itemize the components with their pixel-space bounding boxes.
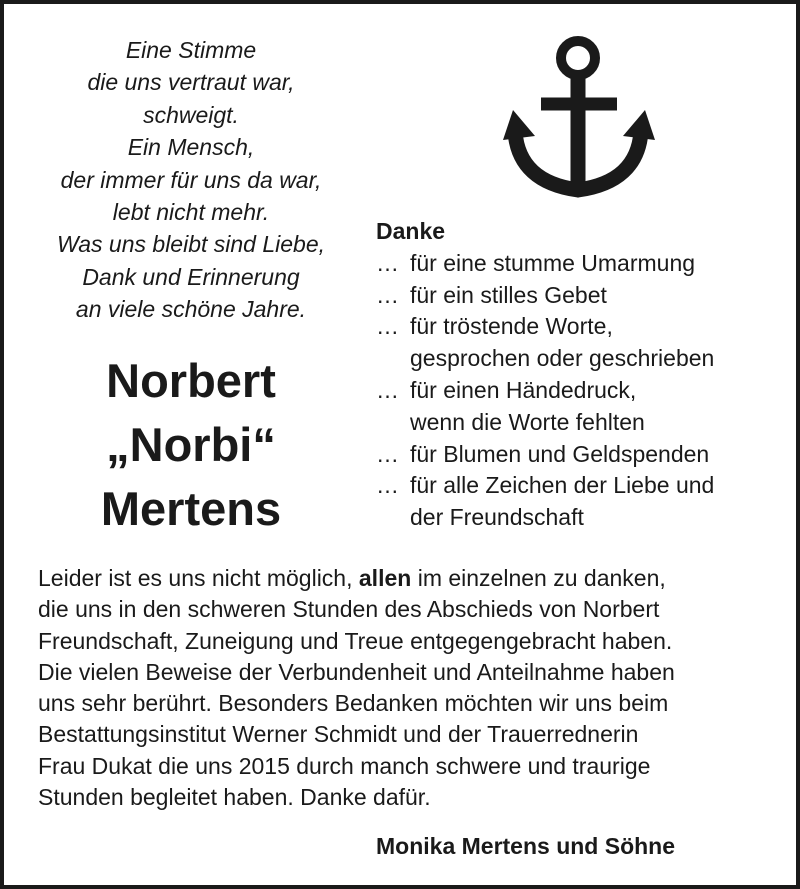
ellipsis: …	[376, 281, 399, 308]
thanks-line-text: für tröstende Worte,	[410, 313, 613, 340]
poem	[26, 34, 356, 326]
poem-line: Ein Mensch,	[127, 134, 255, 161]
message-text: im einzelnen zu danken,	[411, 565, 666, 591]
signature: Monika Mertens und Söhne	[376, 833, 676, 859]
ellipsis: …	[376, 376, 399, 403]
deceased-name	[26, 349, 356, 541]
thanks-line-text: für eine stumme Umarmung	[410, 249, 696, 276]
thanks-line-text: der Freundschaft	[410, 504, 584, 531]
poem-line: lebt nicht mehr.	[112, 199, 270, 226]
ellipsis: …	[376, 313, 399, 340]
ellipsis: …	[376, 440, 399, 467]
poem-line: die uns vertraut war,	[87, 69, 295, 96]
thanks-line	[376, 439, 786, 471]
message-line	[38, 563, 778, 594]
last-name: Mertens	[100, 482, 282, 535]
thanks-line	[376, 375, 786, 407]
thanks-line	[376, 248, 786, 280]
message-line: Die vielen Beweise der Verbundenheit und Anteilnahme haben	[38, 658, 675, 685]
ellipsis: …	[376, 249, 399, 276]
poem-line: Eine Stimme	[125, 37, 257, 63]
message-line: uns sehr berührt. Besonders Bedanken möchten wir uns beim	[38, 690, 669, 717]
thanks-line	[376, 470, 786, 502]
thanks-section	[376, 216, 786, 534]
thanks-line-text: für einen Händedruck,	[410, 376, 637, 403]
message-line: Freundschaft, Zuneigung und Treue entgegengebracht haben.	[38, 627, 673, 654]
thanks-line-text: gesprochen oder geschrieben	[410, 345, 715, 372]
message-text: Leider ist es uns nicht möglich,	[38, 565, 359, 591]
thank-you-message	[38, 563, 778, 813]
thanks-line	[376, 343, 786, 375]
poem-line: an viele schöne Jahre.	[75, 296, 307, 323]
poem-line: Was uns bleibt sind Liebe,	[56, 231, 326, 258]
poem-line: der immer für uns da war,	[60, 166, 322, 193]
poem-line: Dank und Erinnerung	[82, 263, 300, 290]
thanks-line	[376, 502, 786, 534]
thanks-line-text: für alle Zeichen der Liebe und	[410, 472, 715, 499]
nickname: „Norbi“	[106, 418, 276, 471]
thanks-line-text: wenn die Worte fehlten	[410, 408, 645, 435]
message-line: Stunden begleitet haben. Danke dafür.	[38, 784, 431, 811]
message-line: die uns in den schweren Stunden des Abschieds von Norbert	[38, 596, 660, 623]
poem-line: schweigt.	[143, 101, 239, 128]
emphasis-text: allen	[358, 565, 412, 591]
thanks-line	[376, 311, 786, 343]
message-line: Frau Dukat die uns 2015 durch manch schwere und traurige	[38, 752, 651, 779]
message-line: Bestattungsinstitut Werner Schmidt und der Trauerrednerin	[38, 721, 639, 748]
thanks-title: Danke	[376, 218, 446, 244]
thanks-line	[376, 280, 786, 312]
ellipsis: …	[376, 472, 399, 499]
thanks-line-text: für Blumen und Geldspenden	[410, 440, 710, 467]
anchor-icon	[499, 32, 659, 204]
first-name: Norbert	[106, 354, 276, 407]
thanks-line-text: für ein stilles Gebet	[410, 281, 607, 308]
thanks-line	[376, 407, 786, 439]
